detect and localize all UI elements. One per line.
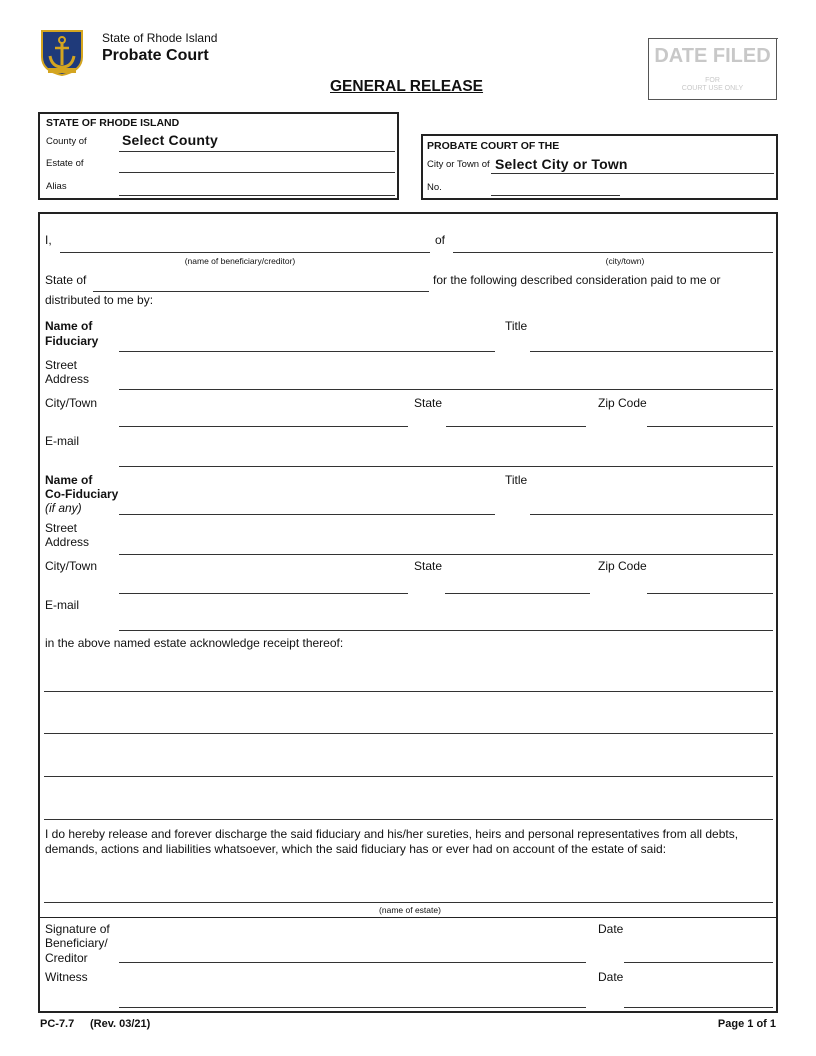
for-label: FOR <box>705 77 720 84</box>
fiduciary-zip-label: Zip Code <box>598 396 647 410</box>
form-number: PC-7.7 <box>40 1018 75 1030</box>
city-town-select[interactable]: Select City or Town <box>495 156 628 172</box>
page-number: Page 1 of 1 <box>717 1018 776 1030</box>
estate-field[interactable] <box>119 172 395 173</box>
beneficiary-name-field[interactable] <box>60 252 430 253</box>
release-text-line-1: I do hereby release and forever discharge the said fiduciary and his/her sureties, heirs and personal representatives from all debts, <box>45 827 739 841</box>
main-form-box <box>38 212 778 1013</box>
fiduciary-name-label: Name of <box>45 319 93 333</box>
cofiduciary-name-label: Name of <box>45 473 93 487</box>
signature-label: Signature of <box>45 922 110 936</box>
cofiduciary-email-field[interactable] <box>119 630 773 631</box>
probate-court-heading: PROBATE COURT OF THE <box>427 140 560 152</box>
distributed-text: distributed to me by: <box>45 293 154 307</box>
beneficiary-signature-field[interactable] <box>119 962 586 963</box>
fiduciary-name-field[interactable] <box>119 351 495 352</box>
cofiduciary-street-label-2: Address <box>45 535 90 549</box>
state-of-label: State of <box>45 273 87 287</box>
alias-label: Alias <box>46 181 67 192</box>
cofiduciary-city-field[interactable] <box>119 593 408 594</box>
cofiduciary-state-field[interactable] <box>445 593 590 594</box>
estate-name-field[interactable] <box>44 902 773 903</box>
beneficiary-state-field[interactable] <box>93 291 429 292</box>
signature-date-label: Date <box>598 922 624 936</box>
signature-label-2: Beneficiary/ <box>45 936 108 950</box>
of-label: of <box>435 233 446 247</box>
i-label: I, <box>45 233 52 247</box>
form-revision: (Rev. 03/21) <box>90 1018 151 1030</box>
fiduciary-street-label: Street <box>45 358 78 372</box>
fiduciary-name-label-2: Fiduciary <box>45 334 99 348</box>
beneficiary-caption: (name of beneficiary/creditor) <box>184 256 296 266</box>
fiduciary-city-label: City/Town <box>45 396 98 410</box>
cofiduciary-email-label: E-mail <box>45 598 80 612</box>
consideration-line-2[interactable] <box>44 733 773 734</box>
fiduciary-street-field[interactable] <box>119 389 773 390</box>
fiduciary-street-label-2: Address <box>45 372 90 386</box>
acknowledge-text: in the above named estate acknowledge receipt thereof: <box>45 636 344 650</box>
cofiduciary-street-label: Street <box>45 521 78 535</box>
date-filed-label: DATE FILED <box>654 45 771 67</box>
case-number-field[interactable] <box>491 195 620 196</box>
city-town-label: City or Town of <box>427 159 490 170</box>
witness-date-field[interactable] <box>624 1007 773 1008</box>
consideration-line-4[interactable] <box>44 819 773 820</box>
signature-date-field[interactable] <box>624 962 773 963</box>
consideration-text: for the following described consideration paid to me or <box>433 273 721 287</box>
cofiduciary-state-label: State <box>414 559 443 573</box>
beneficiary-city-field[interactable] <box>453 252 773 253</box>
cofiduciary-name-label-2: Co-Fiduciary <box>45 487 119 501</box>
county-field <box>119 151 395 152</box>
date-filed-box <box>648 38 777 100</box>
cofiduciary-city-label: City/Town <box>45 559 98 573</box>
case-number-label: No. <box>427 182 442 193</box>
cofiduciary-zip-label: Zip Code <box>598 559 647 573</box>
county-label: County of <box>46 136 87 147</box>
consideration-line-1[interactable] <box>44 691 773 692</box>
fiduciary-email-field[interactable] <box>119 466 773 467</box>
cofiduciary-zip-field[interactable] <box>647 593 773 594</box>
estate-label: Estate of <box>46 158 84 169</box>
city-caption: (city/town) <box>605 256 645 266</box>
release-text-line-2: demands, actions and liabilities whatsoever, which the said fiduciary has or ever had on account of the estate of said: <box>45 842 667 856</box>
estate-caption: (name of estate) <box>379 905 441 915</box>
signature-divider <box>38 917 778 918</box>
fiduciary-zip-field[interactable] <box>647 426 773 427</box>
alias-field[interactable] <box>119 195 395 196</box>
cofiduciary-street-field[interactable] <box>119 554 773 555</box>
witness-date-label: Date <box>598 970 624 984</box>
fiduciary-email-label: E-mail <box>45 434 80 448</box>
form-title: GENERAL RELEASE <box>330 78 484 95</box>
fiduciary-city-field[interactable] <box>119 426 408 427</box>
consideration-line-3[interactable] <box>44 776 773 777</box>
fiduciary-state-label: State <box>414 396 443 410</box>
fiduciary-title-label: Title <box>505 319 528 333</box>
rhode-island-seal-icon <box>38 27 86 77</box>
fiduciary-state-field[interactable] <box>446 426 586 427</box>
city-town-field <box>491 173 774 174</box>
cofiduciary-title-field[interactable] <box>530 514 773 515</box>
signature-label-3: Creditor <box>45 951 88 965</box>
state-line: State of Rhode Island <box>102 31 218 45</box>
witness-signature-field[interactable] <box>119 1007 586 1008</box>
cofiduciary-name-label-3: (if any) <box>45 501 82 515</box>
court-name: Probate Court <box>102 47 209 64</box>
court-use-label: COURT USE ONLY <box>681 85 744 92</box>
fiduciary-title-field[interactable] <box>530 351 773 352</box>
cofiduciary-name-field[interactable] <box>119 514 495 515</box>
cofiduciary-title-label: Title <box>505 473 528 487</box>
county-select[interactable]: Select County <box>122 132 218 148</box>
state-box-heading: STATE OF RHODE ISLAND <box>46 117 180 129</box>
witness-label: Witness <box>45 970 88 984</box>
